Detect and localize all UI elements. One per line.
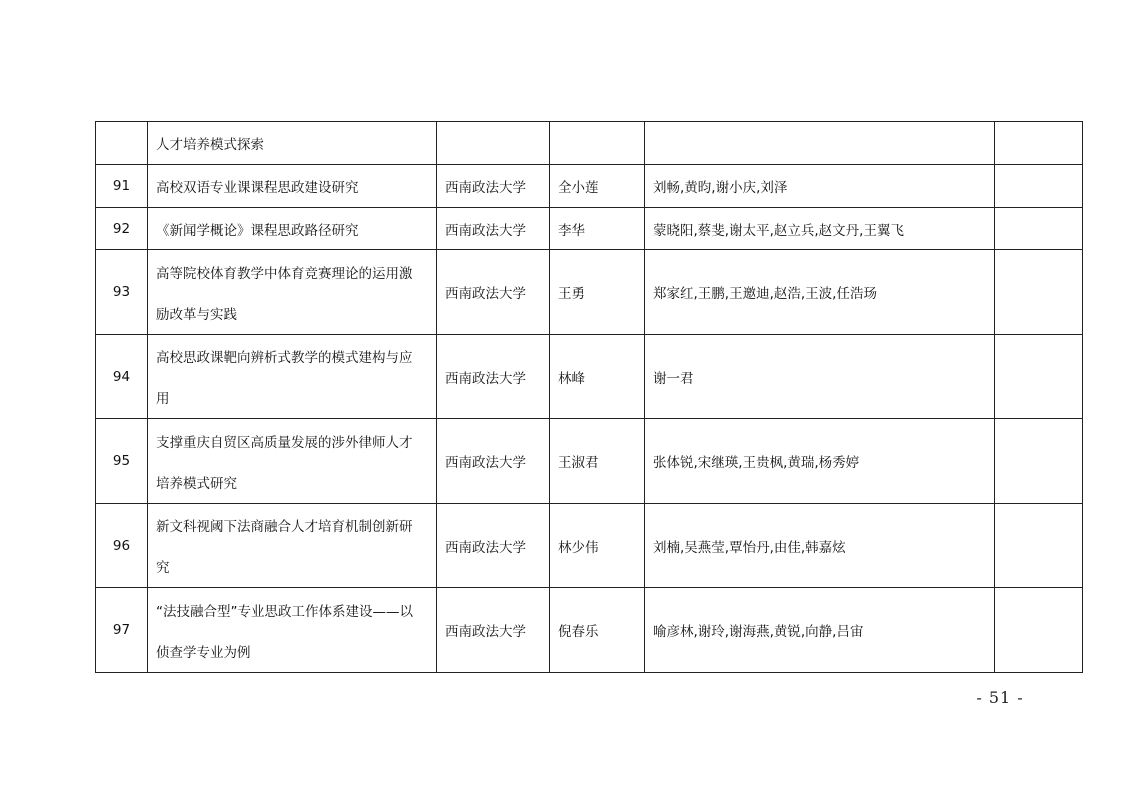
row-number-cell: 93	[96, 250, 148, 335]
note-cell	[995, 588, 1083, 673]
row-number-cell: 97	[96, 588, 148, 673]
table-row	[96, 122, 1083, 165]
school-cell: 西南政法大学	[437, 588, 550, 673]
project-title-line: 培养模式研究	[156, 475, 237, 492]
table-row	[96, 208, 1083, 250]
members-cell: 谢一君	[645, 335, 995, 419]
note-cell	[995, 250, 1083, 335]
leader-cell: 全小莲	[550, 165, 645, 208]
project-title-line: 人才培养模式探索	[156, 137, 264, 153]
leader-cell: 李华	[550, 208, 645, 250]
project-title-cell	[148, 335, 437, 419]
project-title-line: 究	[156, 560, 170, 576]
leader-cell: 林少伟	[550, 504, 645, 588]
members-cell: 喻彦林,谢玲,谢海燕,黄锐,向静,吕宙	[645, 588, 995, 673]
project-title-cell	[148, 208, 437, 250]
project-title-line: 高等院校体育教学中体育竞赛理论的运用激	[156, 265, 413, 282]
project-title-line: 励改革与实践	[156, 306, 237, 323]
row-number-cell: 94	[96, 335, 148, 419]
project-title-line: 《新闻学概论》课程思政路径研究	[156, 222, 359, 239]
school-cell: 西南政法大学	[437, 335, 550, 419]
project-table-body	[96, 122, 1083, 673]
project-title-line: 支撑重庆自贸区高质量发展的涉外律师人才	[156, 434, 413, 451]
row-number-cell	[96, 122, 148, 165]
project-title-cell	[148, 588, 437, 673]
school-cell	[437, 122, 550, 165]
project-title-cell	[148, 504, 437, 588]
table-row	[96, 504, 1083, 588]
note-cell	[995, 419, 1083, 504]
project-title-line: 高校思政课靶向辨析式教学的模式建构与应	[156, 350, 413, 366]
row-number-cell: 95	[96, 419, 148, 504]
project-table	[95, 121, 1083, 673]
note-cell	[995, 165, 1083, 208]
school-cell: 西南政法大学	[437, 165, 550, 208]
project-title-line: 用	[156, 391, 170, 407]
row-number-cell: 91	[96, 165, 148, 208]
note-cell	[995, 208, 1083, 250]
project-title-cell	[148, 165, 437, 208]
leader-cell: 倪春乐	[550, 588, 645, 673]
school-cell: 西南政法大学	[437, 419, 550, 504]
project-title-cell	[148, 122, 437, 165]
members-cell: 蒙晓阳,蔡斐,谢太平,赵立兵,赵文丹,王翼飞	[645, 208, 995, 250]
leader-cell: 王勇	[550, 250, 645, 335]
row-number-cell: 92	[96, 208, 148, 250]
table-row	[96, 165, 1083, 208]
leader-cell: 王淑君	[550, 419, 645, 504]
school-cell: 西南政法大学	[437, 504, 550, 588]
row-number-cell: 96	[96, 504, 148, 588]
project-title-line: 高校双语专业课课程思政建设研究	[156, 180, 359, 196]
leader-cell	[550, 122, 645, 165]
table-row	[96, 588, 1083, 673]
project-title-cell	[148, 250, 437, 335]
table-row	[96, 419, 1083, 504]
page-number: - 51 -	[976, 688, 1024, 707]
note-cell	[995, 122, 1083, 165]
school-cell: 西南政法大学	[437, 208, 550, 250]
project-title-line: “法技融合型”专业思政工作体系建设——以	[156, 603, 413, 620]
project-title-line: 新文科视阈下法商融合人才培育机制创新研	[156, 519, 413, 535]
project-title-line: 侦查学专业为例	[156, 644, 251, 661]
table-row	[96, 250, 1083, 335]
note-cell	[995, 504, 1083, 588]
project-title-cell	[148, 419, 437, 504]
members-cell: 刘楠,吴燕莹,覃怡丹,由佳,韩嘉炫	[645, 504, 995, 588]
members-cell: 郑家红,王鹏,王邀迪,赵浩,王波,任浩玚	[645, 250, 995, 335]
members-cell: 张体锐,宋继瑛,王贵枫,黄瑞,杨秀婷	[645, 419, 995, 504]
members-cell	[645, 122, 995, 165]
leader-cell: 林峰	[550, 335, 645, 419]
members-cell: 刘畅,黄昀,谢小庆,刘泽	[645, 165, 995, 208]
table-row	[96, 335, 1083, 419]
school-cell: 西南政法大学	[437, 250, 550, 335]
note-cell	[995, 335, 1083, 419]
